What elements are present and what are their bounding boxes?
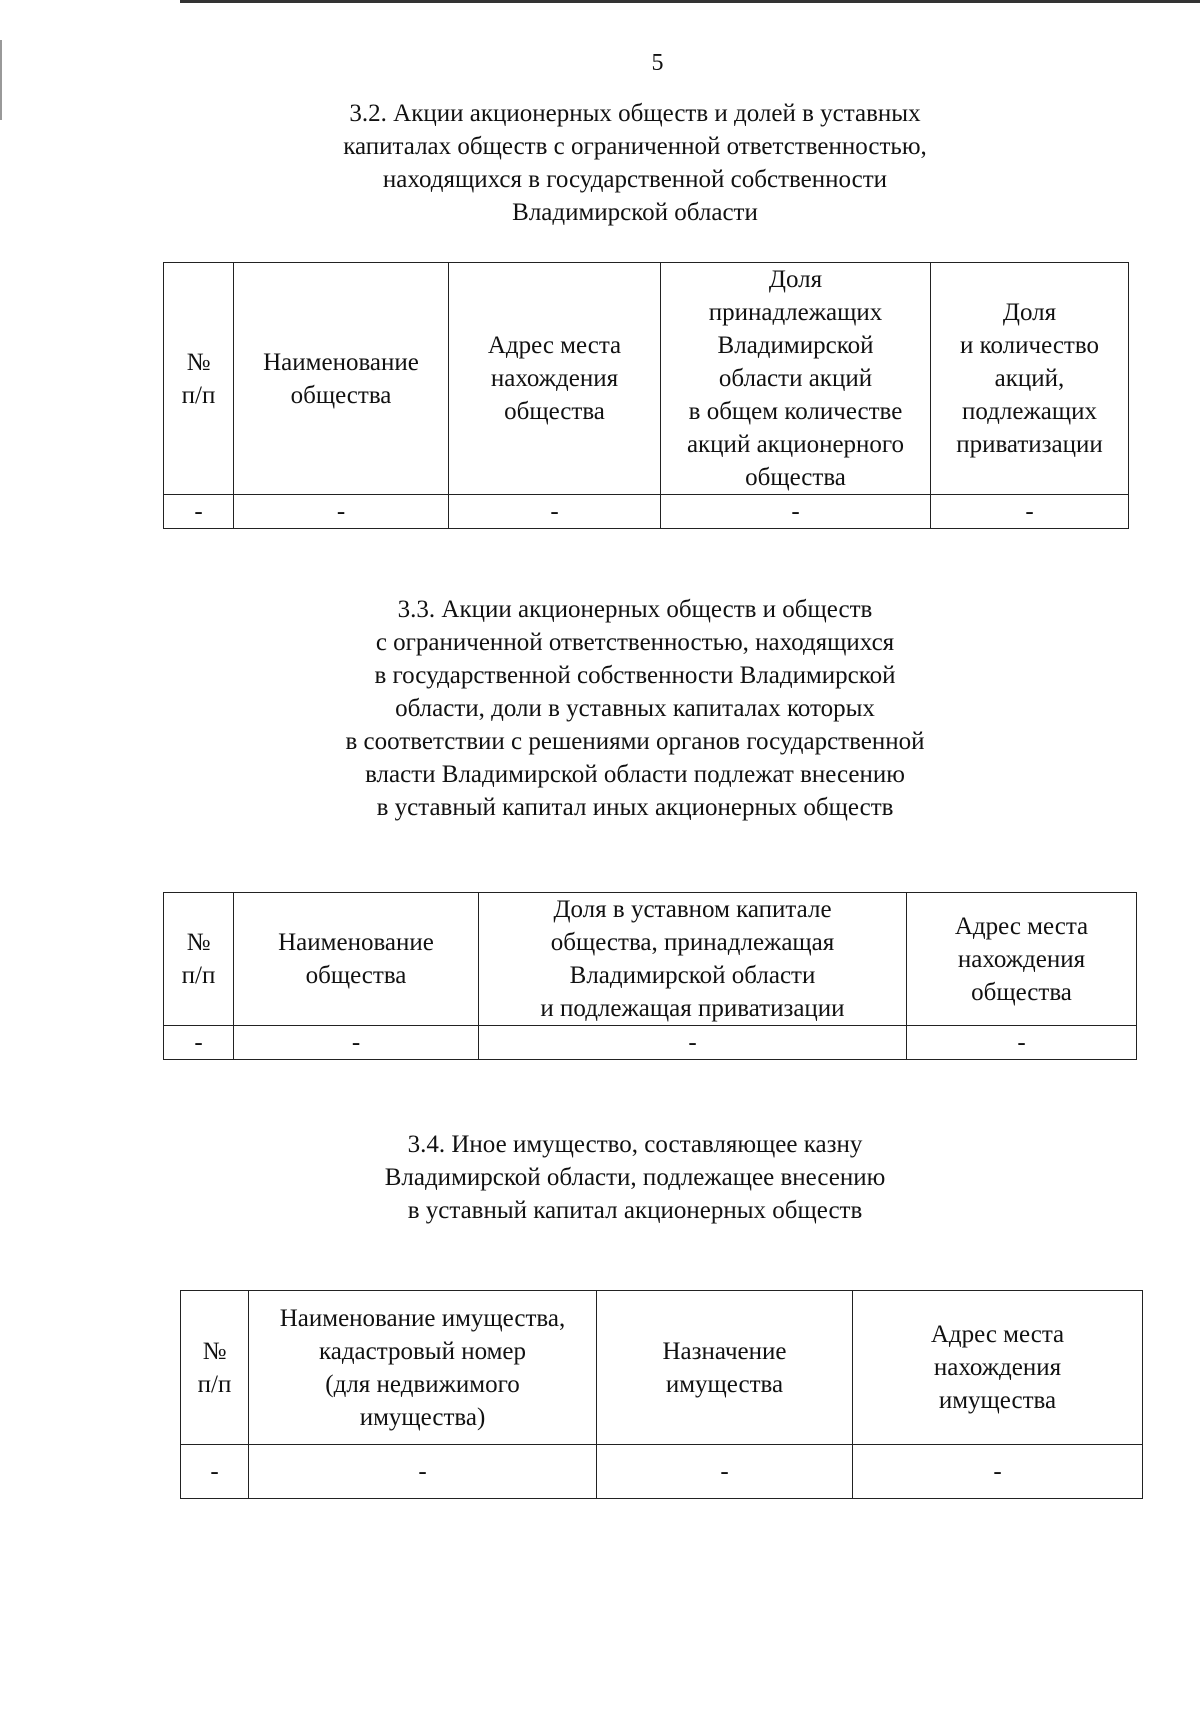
table-cell: - [234,1026,479,1060]
table-cell: - [661,495,931,529]
table-cell: - [164,495,234,529]
header-cell-privatization: Доля и количество акций, подлежащих приватизации [931,263,1129,495]
section-3-2-title: 3.2. Акции акционерных обществ и долей в уставных капиталах обществ с ограниченной ответственностью, находящихся в государственной собственности Владимирской области [343,100,927,226]
header-cell-name: Наименование имущества, кадастровый номер (для недвижимого имущества) [249,1291,597,1445]
table-cell: - [853,1445,1143,1499]
section-3-3-title: 3.3. Акции акционерных обществ и обществ с ограниченной ответственностью, находящихся в государственной собственности Владимирской области, доли в уставных капиталах которых в соответствии с решениями органов государственной власти Владимирской области подлежат внесению в уставный капитал иных акционерных обществ [345,596,925,821]
table-cell: - [164,1026,234,1060]
table-3-4 [180,1290,1143,1499]
header-cell-number: № п/п [164,263,234,495]
table-row [164,1026,1137,1060]
table-row [164,495,1129,529]
table-cell: - [907,1026,1137,1060]
table-cell: - [249,1445,597,1499]
table-3-2 [163,262,1129,529]
section-3-4-title: 3.4. Иное имущество, составляющее казну Владимирской области, подлежащее внесению в уставный капитал акционерных обществ [384,1131,886,1224]
header-cell-address: Адрес места нахождения общества [449,263,661,495]
header-cell-address: Адрес места нахождения имущества [853,1291,1143,1445]
table-cell: - [597,1445,853,1499]
table-header-row [164,263,1129,495]
header-cell-name: Наименование общества [234,893,479,1026]
table-cell: - [479,1026,907,1060]
table-row [181,1445,1143,1499]
scan-top-edge [180,0,1200,3]
table-cell: - [449,495,661,529]
table-cell: - [931,495,1129,529]
table-3-3 [163,892,1137,1060]
header-cell-purpose: Назначение имущества [597,1291,853,1445]
header-cell-address: Адрес места нахождения общества [907,893,1137,1026]
header-cell-number: № п/п [164,893,234,1026]
table-header-row [164,893,1137,1026]
header-cell-share: Доля принадлежащих Владимирской области акций в общем количестве акций акционерного общества [661,263,931,495]
header-cell-name: Наименование общества [234,263,449,495]
table-cell: - [234,495,449,529]
table-cell: - [181,1445,249,1499]
table-header-row [181,1291,1143,1445]
header-cell-number: № п/п [181,1291,249,1445]
header-cell-share: Доля в уставном капитале общества, принадлежащая Владимирской области и подлежащая приватизации [479,893,907,1026]
page-number: 5 [651,50,664,76]
